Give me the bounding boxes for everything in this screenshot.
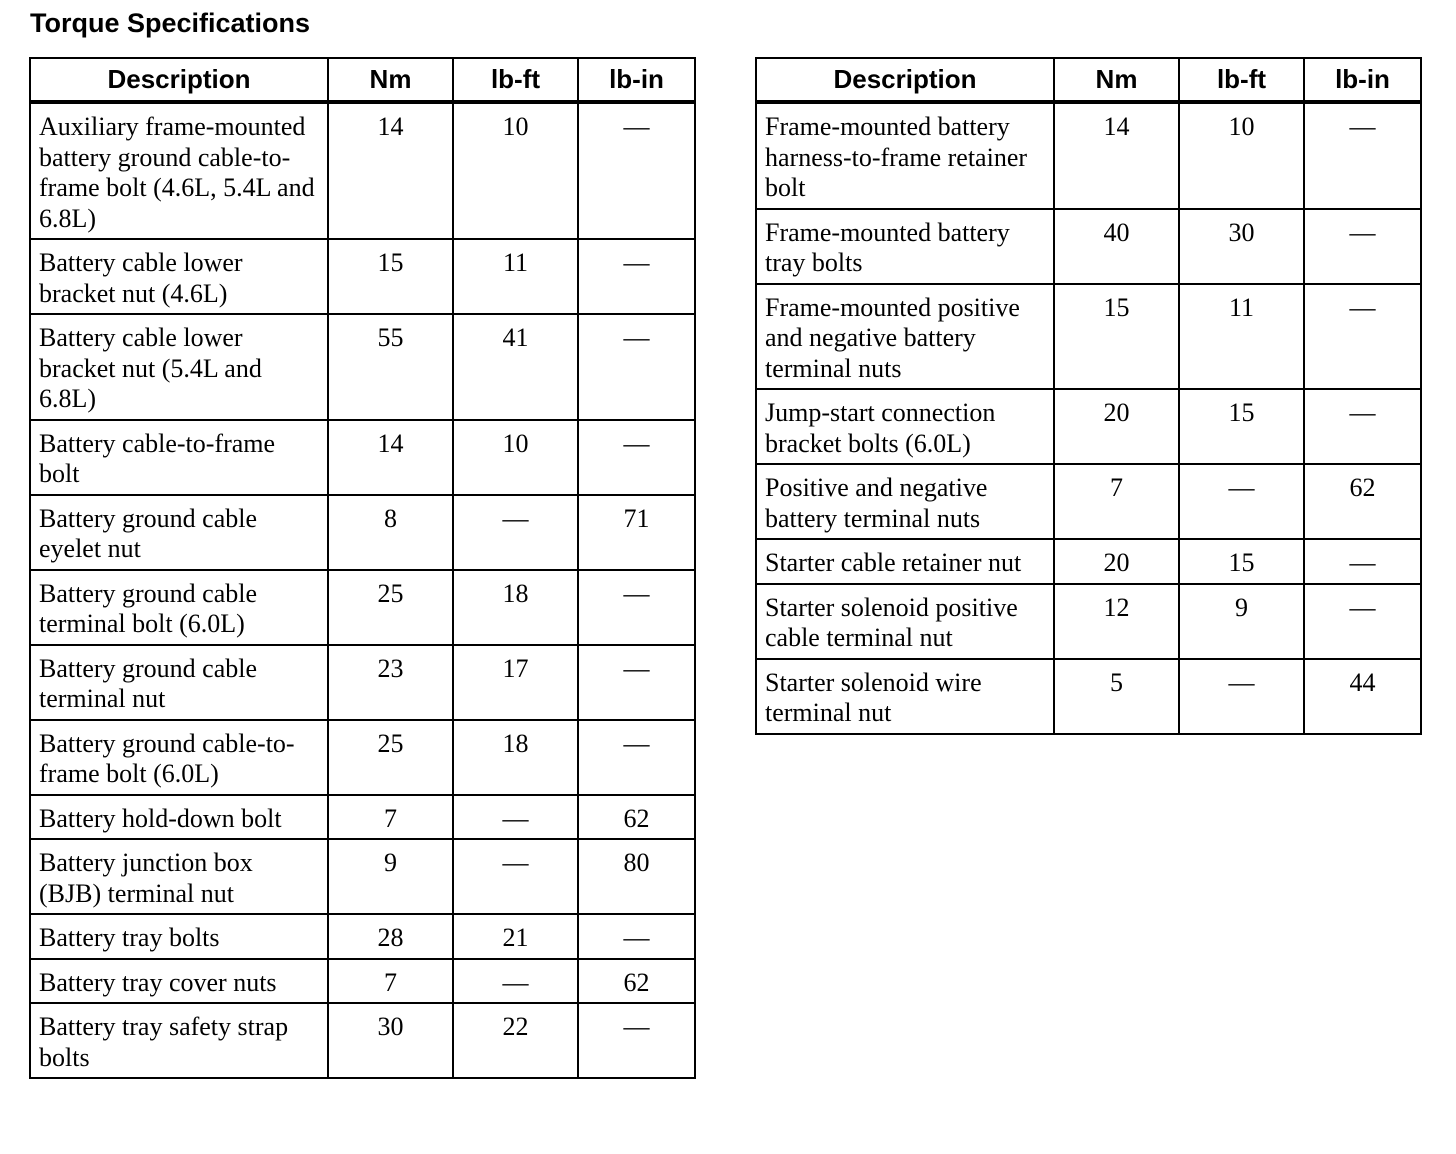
cell-description: Auxiliary frame-mounted battery ground cable-to-frame bolt (4.6L, 5.4L and 6.8L) <box>30 102 328 239</box>
cell-lb-ft: 10 <box>453 102 578 239</box>
table-row <box>756 659 1421 734</box>
cell-lb-in: — <box>1304 284 1421 390</box>
cell-lb-ft: 11 <box>453 239 578 314</box>
cell-nm: 7 <box>328 959 453 1004</box>
cell-nm: 14 <box>328 420 453 495</box>
cell-lb-in: — <box>578 239 695 314</box>
table-row <box>30 959 695 1004</box>
cell-lb-ft: 21 <box>453 914 578 959</box>
cell-description: Jump-start connection bracket bolts (6.0L) <box>756 389 1054 464</box>
cell-nm: 20 <box>1054 389 1179 464</box>
cell-description: Battery tray safety strap bolts <box>30 1003 328 1078</box>
cell-lb-in: — <box>578 102 695 239</box>
cell-description: Battery tray bolts <box>30 914 328 959</box>
cell-lb-in: — <box>578 570 695 645</box>
cell-lb-in: 62 <box>1304 464 1421 539</box>
table-row <box>30 914 695 959</box>
cell-lb-in: 62 <box>578 959 695 1004</box>
cell-nm: 5 <box>1054 659 1179 734</box>
cell-description: Battery ground cable terminal bolt (6.0L) <box>30 570 328 645</box>
column-header-lb-in: lb-in <box>578 58 695 102</box>
table-row <box>30 645 695 720</box>
cell-description: Battery hold-down bolt <box>30 795 328 840</box>
cell-lb-ft: 18 <box>453 570 578 645</box>
cell-lb-ft: — <box>453 839 578 914</box>
cell-lb-in: — <box>578 645 695 720</box>
cell-nm: 9 <box>328 839 453 914</box>
table-header-row <box>30 58 695 102</box>
cell-nm: 14 <box>328 102 453 239</box>
cell-lb-in: — <box>1304 389 1421 464</box>
cell-lb-in: — <box>1304 102 1421 209</box>
table-row <box>30 239 695 314</box>
cell-nm: 20 <box>1054 539 1179 584</box>
cell-nm: 30 <box>328 1003 453 1078</box>
cell-nm: 8 <box>328 495 453 570</box>
table-row <box>756 209 1421 284</box>
cell-lb-ft: — <box>1179 659 1304 734</box>
column-header-description: Description <box>30 58 328 102</box>
cell-nm: 55 <box>328 314 453 420</box>
cell-lb-ft: 10 <box>453 420 578 495</box>
cell-nm: 28 <box>328 914 453 959</box>
torque-table-left <box>29 57 696 1079</box>
cell-nm: 14 <box>1054 102 1179 209</box>
cell-description: Starter cable retainer nut <box>756 539 1054 584</box>
cell-description: Starter solenoid positive cable terminal nut <box>756 584 1054 659</box>
cell-description: Battery cable-to-frame bolt <box>30 420 328 495</box>
cell-description: Battery tray cover nuts <box>30 959 328 1004</box>
cell-nm: 40 <box>1054 209 1179 284</box>
cell-lb-in: — <box>578 314 695 420</box>
column-header-nm: Nm <box>1054 58 1179 102</box>
table-row <box>30 314 695 420</box>
cell-lb-in: 62 <box>578 795 695 840</box>
cell-description: Battery ground cable terminal nut <box>30 645 328 720</box>
table-row <box>756 102 1421 209</box>
cell-description: Battery junction box (BJB) terminal nut <box>30 839 328 914</box>
cell-lb-ft: — <box>453 495 578 570</box>
cell-lb-ft: 10 <box>1179 102 1304 209</box>
cell-lb-ft: — <box>453 795 578 840</box>
cell-lb-ft: 30 <box>1179 209 1304 284</box>
cell-description: Battery cable lower bracket nut (5.4L and 6.8L) <box>30 314 328 420</box>
cell-lb-in: — <box>578 1003 695 1078</box>
cell-lb-ft: 22 <box>453 1003 578 1078</box>
cell-lb-ft: 11 <box>1179 284 1304 390</box>
cell-description: Battery cable lower bracket nut (4.6L) <box>30 239 328 314</box>
cell-lb-in: — <box>1304 539 1421 584</box>
table-row <box>30 102 695 239</box>
column-header-lb-ft: lb-ft <box>1179 58 1304 102</box>
table-row <box>30 570 695 645</box>
cell-description: Battery ground cable eyelet nut <box>30 495 328 570</box>
cell-description: Frame-mounted positive and negative battery terminal nuts <box>756 284 1054 390</box>
cell-lb-in: — <box>1304 584 1421 659</box>
cell-lb-in: — <box>578 914 695 959</box>
cell-lb-ft: 15 <box>1179 539 1304 584</box>
cell-nm: 25 <box>328 570 453 645</box>
table-row <box>756 284 1421 390</box>
cell-nm: 15 <box>1054 284 1179 390</box>
cell-lb-ft: — <box>1179 464 1304 539</box>
cell-lb-ft: 9 <box>1179 584 1304 659</box>
cell-lb-ft: 15 <box>1179 389 1304 464</box>
cell-lb-in: 80 <box>578 839 695 914</box>
table-row <box>30 795 695 840</box>
cell-nm: 23 <box>328 645 453 720</box>
cell-lb-ft: 18 <box>453 720 578 795</box>
table-row <box>30 495 695 570</box>
cell-nm: 7 <box>1054 464 1179 539</box>
table-row <box>756 464 1421 539</box>
cell-lb-ft: 17 <box>453 645 578 720</box>
cell-nm: 12 <box>1054 584 1179 659</box>
cell-lb-in: — <box>578 420 695 495</box>
cell-nm: 7 <box>328 795 453 840</box>
cell-nm: 15 <box>328 239 453 314</box>
cell-description: Positive and negative battery terminal nuts <box>756 464 1054 539</box>
table-header-row <box>756 58 1421 102</box>
table-row <box>30 839 695 914</box>
cell-lb-ft: — <box>453 959 578 1004</box>
table-row <box>30 1003 695 1078</box>
column-header-description: Description <box>756 58 1054 102</box>
cell-lb-in: 71 <box>578 495 695 570</box>
cell-nm: 25 <box>328 720 453 795</box>
cell-description: Battery ground cable-to-frame bolt (6.0L) <box>30 720 328 795</box>
table-row <box>756 389 1421 464</box>
cell-lb-in: 44 <box>1304 659 1421 734</box>
table-row <box>30 720 695 795</box>
page-title: Torque Specifications <box>30 8 311 38</box>
cell-description: Frame-mounted battery tray bolts <box>756 209 1054 284</box>
table-row <box>756 584 1421 659</box>
column-header-nm: Nm <box>328 58 453 102</box>
torque-table-right <box>755 57 1422 735</box>
cell-lb-in: — <box>1304 209 1421 284</box>
cell-description: Starter solenoid wire terminal nut <box>756 659 1054 734</box>
column-header-lb-ft: lb-ft <box>453 58 578 102</box>
cell-lb-in: — <box>578 720 695 795</box>
column-header-lb-in: lb-in <box>1304 58 1421 102</box>
table-row <box>756 539 1421 584</box>
cell-lb-ft: 41 <box>453 314 578 420</box>
table-row <box>30 420 695 495</box>
cell-description: Frame-mounted battery harness-to-frame retainer bolt <box>756 102 1054 209</box>
